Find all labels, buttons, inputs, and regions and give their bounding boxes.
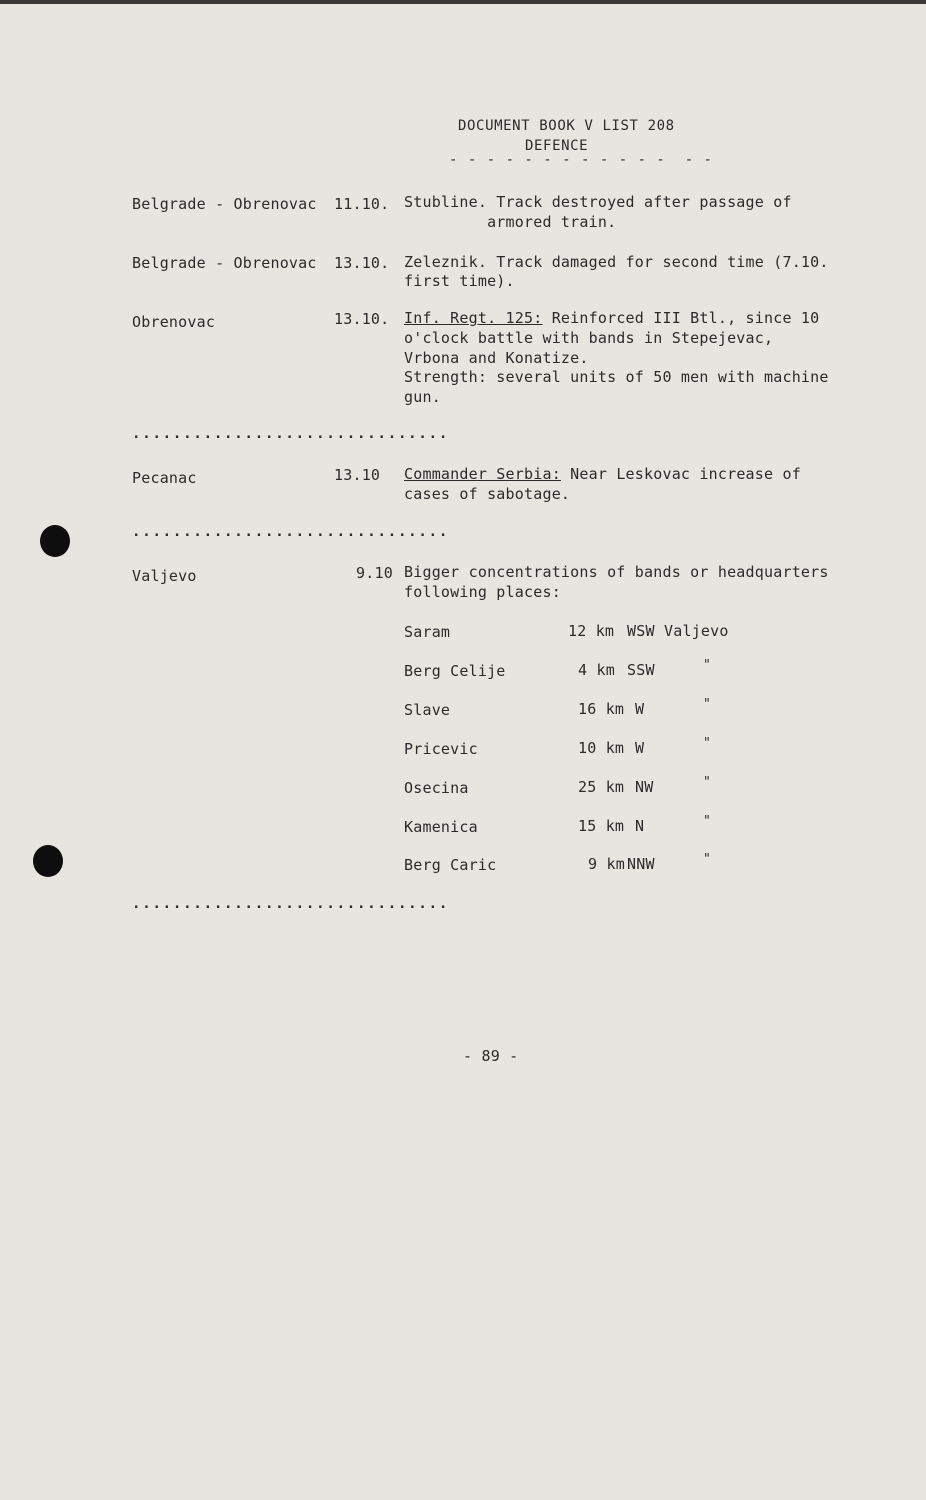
entry-date: 13.10 [334,466,381,484]
document-title: DOCUMENT BOOK V LIST 208 [458,118,675,134]
entry-date: 9.10 [356,564,393,582]
location-name: Berg Celije [404,662,506,680]
header-rule: - - - - - - - - - - - - - - [449,152,714,168]
location-reference: " [703,697,712,712]
location-direction: N [635,817,645,835]
location-name: Saram [404,623,451,641]
entry-place: Belgrade - Obrenovac [132,254,317,272]
location-reference: " [703,814,712,829]
section-separator: ............................... [132,524,450,540]
entry-text-rest: Near Leskovac increase of [560,465,801,483]
entry-date: 11.10. [334,195,390,213]
entry-text [404,308,819,328]
entry-date: 13.10. [334,310,390,328]
entry-source: Inf. Regt. 125: [404,309,543,327]
entry-text: Stubline. Track destroyed after passage of [404,193,792,211]
location-distance: 15 km [578,817,625,835]
location-direction: SSW [627,661,655,679]
entry-text: Zeleznik. Track damaged for second time (7.10. [404,253,829,271]
location-distance: 25 km [578,778,625,796]
entry-text: cases of sabotage. [404,485,571,503]
punch-hole-top [40,525,70,557]
entry-text: first time). [404,272,515,290]
entry-source: Commander Serbia: [404,465,561,483]
entry-text-rest: Reinforced III Btl., since 10 [542,309,820,327]
entry-text: Strength: several units of 50 men with machine [404,368,829,386]
entry-place: Obrenovac [132,313,216,331]
entry-place: Valjevo [132,567,197,585]
document-subtitle: DEFENCE [525,138,589,154]
entry-text: following places: [404,583,561,601]
location-reference: " [703,775,712,790]
punch-hole-bottom [33,845,63,877]
entry-text: gun. [404,388,441,406]
location-reference: " [703,736,712,751]
scan-top-border [0,0,926,4]
location-direction: NW [635,778,654,796]
location-name: Osecina [404,779,469,797]
location-name: Kamenica [404,818,478,836]
entry-place: Belgrade - Obrenovac [132,195,317,213]
location-name: Pricevic [404,740,478,758]
location-distance: 10 km [578,739,625,757]
section-separator: ............................... [132,896,450,912]
location-distance: 16 km [578,700,625,718]
entry-text: o'clock battle with bands in Stepejevac, [404,329,774,347]
location-distance: 9 km [588,855,625,873]
location-direction: W [635,700,645,718]
entry-text: armored train. [404,213,617,231]
location-direction: W [635,739,645,757]
location-reference: " [703,658,712,673]
location-direction: NNW [627,855,655,873]
location-distance: 4 km [578,661,615,679]
entry-text: Bigger concentrations of bands or headquarters [404,563,829,581]
entry-place: Pecanac [132,469,197,487]
page-number: - 89 - [463,1047,519,1065]
section-separator: ............................... [132,426,450,442]
location-reference: Valjevo [664,622,729,640]
entry-text: Vrbona and Konatize. [404,349,589,367]
location-name: Slave [404,701,451,719]
location-name: Berg Caric [404,856,497,874]
location-reference: " [703,852,712,867]
entry-date: 13.10. [334,254,390,272]
location-direction: WSW [627,622,655,640]
location-distance: 12 km [568,622,615,640]
entry-text [404,464,801,484]
